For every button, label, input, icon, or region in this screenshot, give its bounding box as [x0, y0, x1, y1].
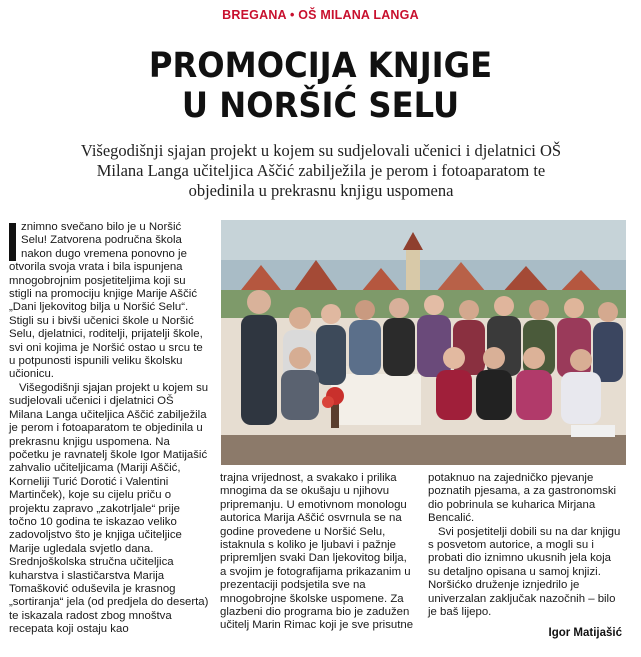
- group-photo: [221, 220, 626, 465]
- paragraph: Višegodišnji sjajan projekt u kojem su sudjelovali učenici i djelatnici OŠ Milana Langa učiteljica Aščić zabilježila je perom i fotoaparatom te objedinila u prekrasnu knjigu uspomena. Na početku je ravnatelj škole Igor Matijašić zahvalio učiteljicama (Mariji Aščić, Korneliji Turić Dorotić i Valentini Martinček), koje su cijelu priču o projektu zapravo „zakotrljale“ prije točno 10 godina te iskazao veliko zadovoljstvo što je knjiga učiteljice Marije ugledala svjetlo dana. Srednjoškolska stručna učiteljica kuharstva i slastičarstva Marija Tomašković oduševila je krasnog „sortiranja“ jela (od predjela do deserta) te iskazala radost zbog mnoštva recepata koji ostaju kao: [9, 381, 209, 636]
- article-byline: Igor Matijašić: [548, 627, 622, 639]
- headline-line-1: PROMOCIJA KNJIGE: [148, 46, 493, 86]
- group-photo-icon: [221, 220, 626, 465]
- article-deck: Višegodišnji sjajan projekt u kojem su sudjelovali učenici i djelatnici OŠ Milana Langa učiteljica Aščić zabilježila je perom i fotoaparatom te objedinila u prekrasnu knjigu uspomena: [80, 141, 562, 200]
- headline-line-2: U NORŠIĆ SELU: [181, 86, 460, 126]
- paragraph: potaknuo na zajedničko pjevanje poznatih pjesama, a za gastronomski dio pobrinula se kuharica Mirjana Bencalić.: [428, 472, 617, 525]
- article-headline: [26, 46, 616, 126]
- article-column-3: [428, 472, 626, 619]
- paragraph: [9, 221, 209, 382]
- article-kicker: BREGANA • OŠ MILANA LANGA: [222, 8, 419, 22]
- dropcap-i: [9, 223, 16, 261]
- paragraph-text: znimno svečano bilo je u Noršić Selu! Zatvorena područna škola nakon dugo vremena ponovno je otvorila svoja vrata i bila ispunjena mnogobrojnim posjetiteljima koji su stigli na promociju knjige Marije Aščić „Dani ljekovitog bilja u Noršić Selu“. Stigli su i bivši učenici škole u Noršić Selu, djelatnici, roditelji, prijatelji škole, svi oni kojima je Noršić ostao u srcu te u potpunosti ispunili veliku školsku učionicu.: [9, 221, 203, 381]
- paragraph: trajna vrijednost, a svakako i prilika mnogima da se okušaju u njihovu pripremanju. U emotivnom monologu autorica Marija Aščić osvrnula se na godine provedene u Noršić Selu, istaknula s koliko je ljubavi i pažnje pripremljen svaki Dan ljekovitog bilja, a svojim je fotografijama prikazanim u prezentaciji podsjetila sve na mnogobrojne školske uspomene. Za glazbeni dio programa bio je zadužen učitelj Marin Rimac koji je sve prisutne: [220, 472, 414, 632]
- article-column-1: [9, 221, 209, 637]
- article-column-2: [220, 472, 416, 633]
- paragraph: Svi posjetitelji dobili su na dar knjigu s posvetom autorice, a mogli su i probati dio iznimno ukusnih jela koja su detaljno opisana u samoj knjizi. Noršićko druženje iznjedrilo je univerzalan zaključak nazočnih – bilo je baš lijepo.: [428, 525, 621, 619]
